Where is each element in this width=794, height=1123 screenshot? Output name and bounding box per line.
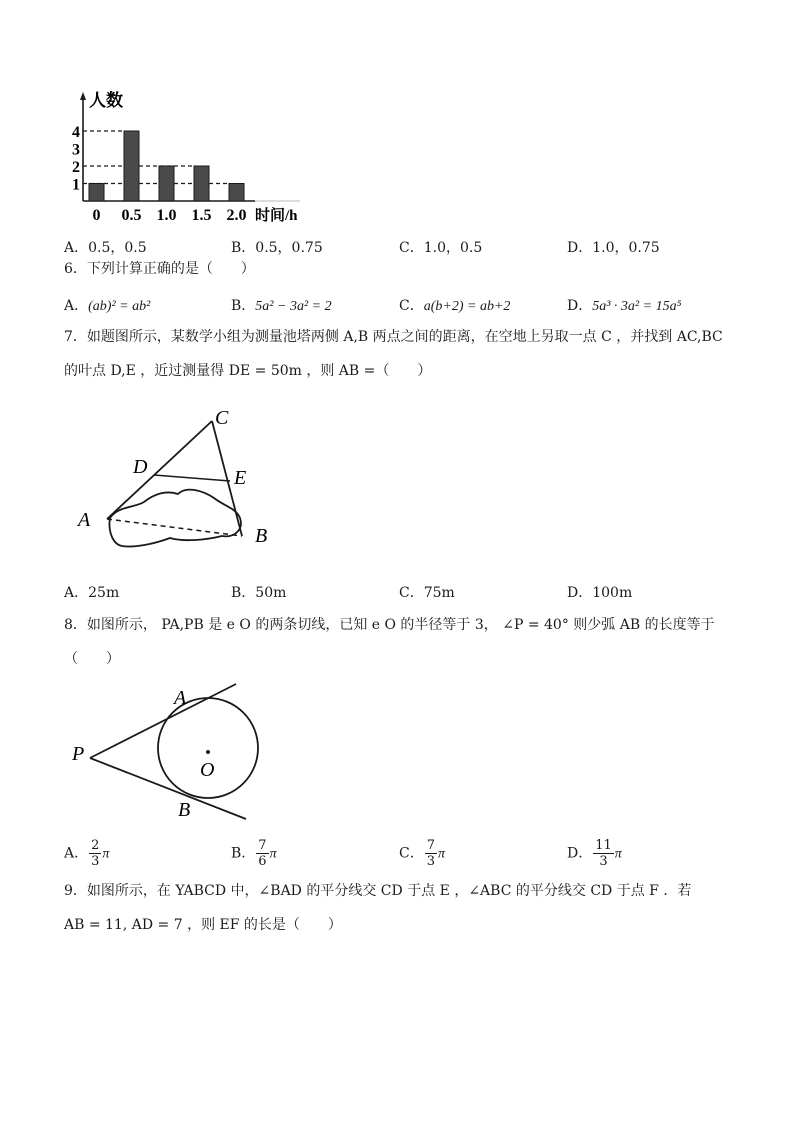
label-o: O [200, 759, 215, 781]
q6-option-c[interactable]: C．a(b+2) = ab+2 [399, 298, 511, 314]
q7-stem-line1: 7．如题图所示，某数学小组为测量池塔两侧 A,B 两点之间的距离，在空地上另取一点 C ，并找到 AC,BC [64, 329, 723, 345]
center-point-o [206, 750, 210, 754]
segment-de [154, 475, 230, 481]
tangent-pb [90, 758, 246, 819]
q5-option-c[interactable]: C．1.0，0.5 [399, 240, 483, 256]
y-tick-label-3: 3 [72, 141, 80, 159]
q9-stem-line2: AB = 11, AD = 7 ，则 EF 的长是（ ） [64, 917, 342, 933]
label-d: D [133, 456, 148, 478]
y-axis-label: 人数 [89, 91, 123, 110]
label-a: A [174, 687, 187, 709]
x-tick-label-0: 0 [92, 207, 101, 224]
q5-option-d[interactable]: D．1.0，0.75 [567, 240, 660, 256]
segment-ab-dashed [107, 519, 242, 536]
label-c: C [215, 407, 229, 429]
q8-option-b[interactable]: B． $\frac{7}{6}$ π [231, 838, 277, 869]
label-b: B [255, 525, 268, 547]
x-axis-label: 时间/h [255, 208, 298, 224]
tangent-pa [90, 684, 236, 758]
label-p: P [72, 743, 85, 765]
q6-stem: 6．下列计算正确的是（ ） [64, 261, 255, 277]
label-b: B [178, 799, 191, 821]
q9-stem-line1: 9．如图所示，在 YABCD 中，∠BAD 的平分线交 CD 于点 E ，∠ABC 的平分线交 CD 于点 F ．若 [64, 883, 692, 899]
histogram-bar-0 [89, 184, 104, 202]
q8-stem-line1: 8．如图所示， PA,PB 是 e O 的两条切线，已知 e O 的半径等于 3， ∠P = 40° 则少弧 AB 的长度等于 [64, 617, 715, 633]
x-tick-label-4: 2.0 [226, 207, 247, 224]
side-ac [107, 421, 212, 519]
q6-option-d[interactable]: D．5a³ · 3a² = 15a⁵ [567, 298, 682, 314]
histogram-figure [70, 84, 330, 234]
q8-option-d[interactable]: D． $\frac{11}{3}$ π [567, 838, 622, 869]
label-e: E [234, 467, 247, 489]
q5-option-a[interactable]: A．0.5，0.5 [64, 240, 147, 256]
q8-tangent-figure [66, 674, 266, 824]
circle-o [158, 698, 258, 798]
y-tick-label-4: 4 [72, 124, 80, 141]
q7-option-a[interactable]: A．25m [64, 585, 120, 601]
q7-triangle-figure [74, 398, 284, 558]
y-tick-label-1: 1 [72, 176, 80, 194]
q6-option-a[interactable]: A．(ab)² = ab² [64, 298, 151, 314]
x-tick-label-3: 1.5 [191, 207, 212, 224]
q7-option-c[interactable]: C．75m [399, 585, 455, 601]
q5-option-b[interactable]: B．0.5，0.75 [231, 240, 323, 256]
histogram-bar-1 [124, 131, 139, 201]
q7-option-b[interactable]: B．50m [231, 585, 287, 601]
histogram-bar-3 [194, 166, 209, 201]
q8-option-a[interactable]: A． $\frac{2}{3}$ π [64, 838, 110, 869]
histogram-bar-4 [229, 184, 244, 202]
histogram-bar-2 [159, 166, 174, 201]
q7-stem-line2: 的叶点 D,E ，近过测量得 DE = 50m ，则 AB =（ ） [64, 363, 432, 379]
q8-option-c[interactable]: C． $\frac{7}{3}$ π [399, 838, 446, 869]
q6-option-b[interactable]: B．5a² − 3a² = 2 [231, 298, 332, 314]
q7-option-d[interactable]: D．100m [567, 585, 633, 601]
y-tick-label-2: 2 [72, 159, 80, 176]
x-tick-label-1: 0.5 [121, 207, 142, 224]
x-tick-label-2: 1.0 [156, 207, 177, 224]
label-a: A [78, 509, 91, 531]
y-axis-arrow [80, 92, 86, 100]
q8-stem-line2: （ ） [64, 651, 120, 667]
